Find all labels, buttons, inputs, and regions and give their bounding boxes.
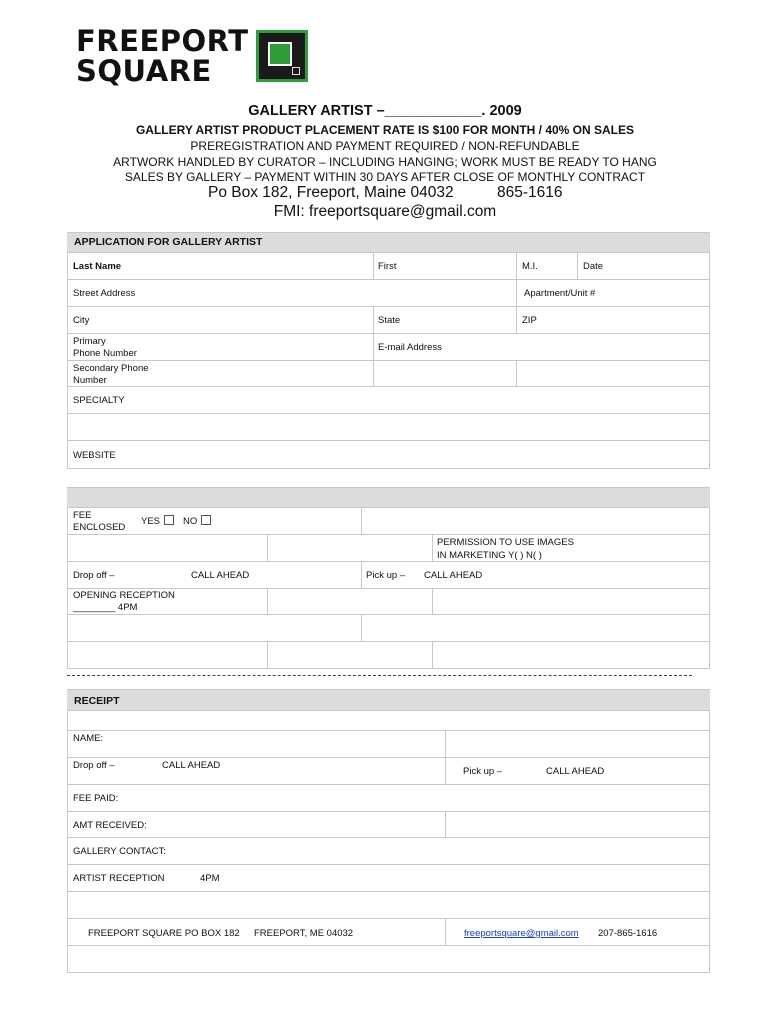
mailing-address: Po Box 182, Freeport, Maine 04032: [208, 184, 454, 201]
email-field[interactable]: E-mail Address: [378, 342, 442, 353]
yes-label: YES: [141, 516, 161, 527]
receipt-name-field[interactable]: NAME:: [73, 733, 104, 744]
fee-label-1: FEE: [73, 510, 92, 521]
rate-line: GALLERY ARTIST PRODUCT PLACEMENT RATE IS $100 FOR MONTH / 40% ON SALES: [135, 123, 635, 137]
specialty-field[interactable]: SPECIALTY: [73, 395, 125, 406]
cut-line: [67, 675, 692, 676]
pick-up-call-ahead: CALL AHEAD: [424, 570, 483, 581]
permission-label-2: IN MARKETING Y( ) N( ): [437, 550, 542, 561]
street-address-field[interactable]: Street Address: [73, 288, 136, 299]
state-field[interactable]: State: [378, 315, 401, 326]
primary-phone-field[interactable]: [73, 336, 137, 360]
fee-label-2: ENCLOSED: [73, 522, 126, 533]
zip-field[interactable]: ZIP: [522, 315, 537, 326]
city-field[interactable]: City: [73, 315, 90, 326]
footer-phone: 207-865-1616: [598, 928, 658, 939]
middle-initial-field[interactable]: M.I.: [522, 261, 538, 272]
first-name-field[interactable]: First: [378, 261, 397, 272]
no-label: NO: [183, 516, 198, 527]
primary-phone-label-1: Primary: [73, 336, 106, 347]
fmi-email: FMI: freeportsquare@gmail.com: [273, 203, 497, 220]
receipt-section-header: [67, 690, 710, 710]
receipt-pick-up-label: Pick up –: [463, 766, 503, 777]
phone-number: 865-1616: [497, 184, 563, 201]
apartment-field[interactable]: Apartment/Unit #: [524, 288, 596, 299]
artist-reception-label: ARTIST RECEPTION: [73, 873, 165, 884]
reception-label-1: OPENING RECEPTION: [73, 590, 175, 601]
opening-reception-field[interactable]: [73, 590, 175, 614]
fee-enclosed-label: [73, 510, 125, 534]
last-name-field[interactable]: Last Name: [73, 261, 122, 272]
secondary-phone-field[interactable]: [73, 363, 149, 387]
drop-off-call-ahead: CALL AHEAD: [191, 570, 250, 581]
receipt-drop-off-call-ahead: CALL AHEAD: [162, 760, 221, 771]
secondary-phone-label-1: Secondary Phone: [73, 363, 149, 374]
permission-label-1: PERMISSION TO USE IMAGES: [437, 537, 574, 548]
fee-paid-field[interactable]: FEE PAID:: [73, 793, 119, 804]
receipt-pick-up-call-ahead: CALL AHEAD: [546, 766, 605, 777]
form-title: GALLERY ARTIST –____________. 2009: [248, 103, 522, 119]
yes-checkbox[interactable]: [164, 515, 174, 525]
fee-yes-option[interactable]: [141, 515, 174, 527]
policy-line-2: ARTWORK HANDLED BY CURATOR – INCLUDING HANGING; WORK MUST BE READY TO HANG: [113, 155, 657, 169]
secondary-phone-label-2: Number: [73, 375, 107, 386]
logo-line-1: FREEPORT: [76, 24, 249, 58]
policy-line-3: SALES BY GALLERY – PAYMENT WITHIN 30 DAYS AFTER CLOSE OF MONTHLY CONTRACT: [124, 170, 646, 184]
receipt-heading: RECEIPT: [74, 695, 120, 707]
footer-email-link[interactable]: freeportsquare@gmail.com: [464, 928, 579, 939]
artist-reception-time: 4PM: [200, 873, 220, 884]
receipt-drop-off-label: Drop off –: [73, 760, 115, 771]
drop-off-label: Drop off –: [73, 570, 115, 581]
primary-phone-label-2: Phone Number: [73, 348, 137, 359]
logo-line-2: SQUARE: [76, 54, 212, 88]
footer-city: FREEPORT, ME 04032: [254, 928, 354, 939]
policy-line-1: PREREGISTRATION AND PAYMENT REQUIRED / NON-REFUNDABLE: [190, 139, 580, 153]
application-section-header: [67, 233, 710, 252]
amount-received-field[interactable]: AMT RECEIVED:: [73, 820, 147, 831]
permission-images[interactable]: [437, 536, 574, 562]
footer-org: FREEPORT SQUARE PO BOX 182: [88, 928, 240, 939]
fee-section-header: [67, 488, 710, 507]
no-checkbox[interactable]: [201, 515, 211, 525]
gallery-contact-field[interactable]: GALLERY CONTACT:: [73, 846, 166, 857]
reception-label-2: ________ 4PM: [73, 602, 138, 613]
fee-no-option[interactable]: [183, 515, 211, 527]
pick-up-label: Pick up –: [366, 570, 406, 581]
website-field[interactable]: WEBSITE: [73, 450, 116, 461]
application-heading: APPLICATION FOR GALLERY ARTIST: [74, 236, 263, 248]
date-field[interactable]: Date: [583, 261, 604, 272]
